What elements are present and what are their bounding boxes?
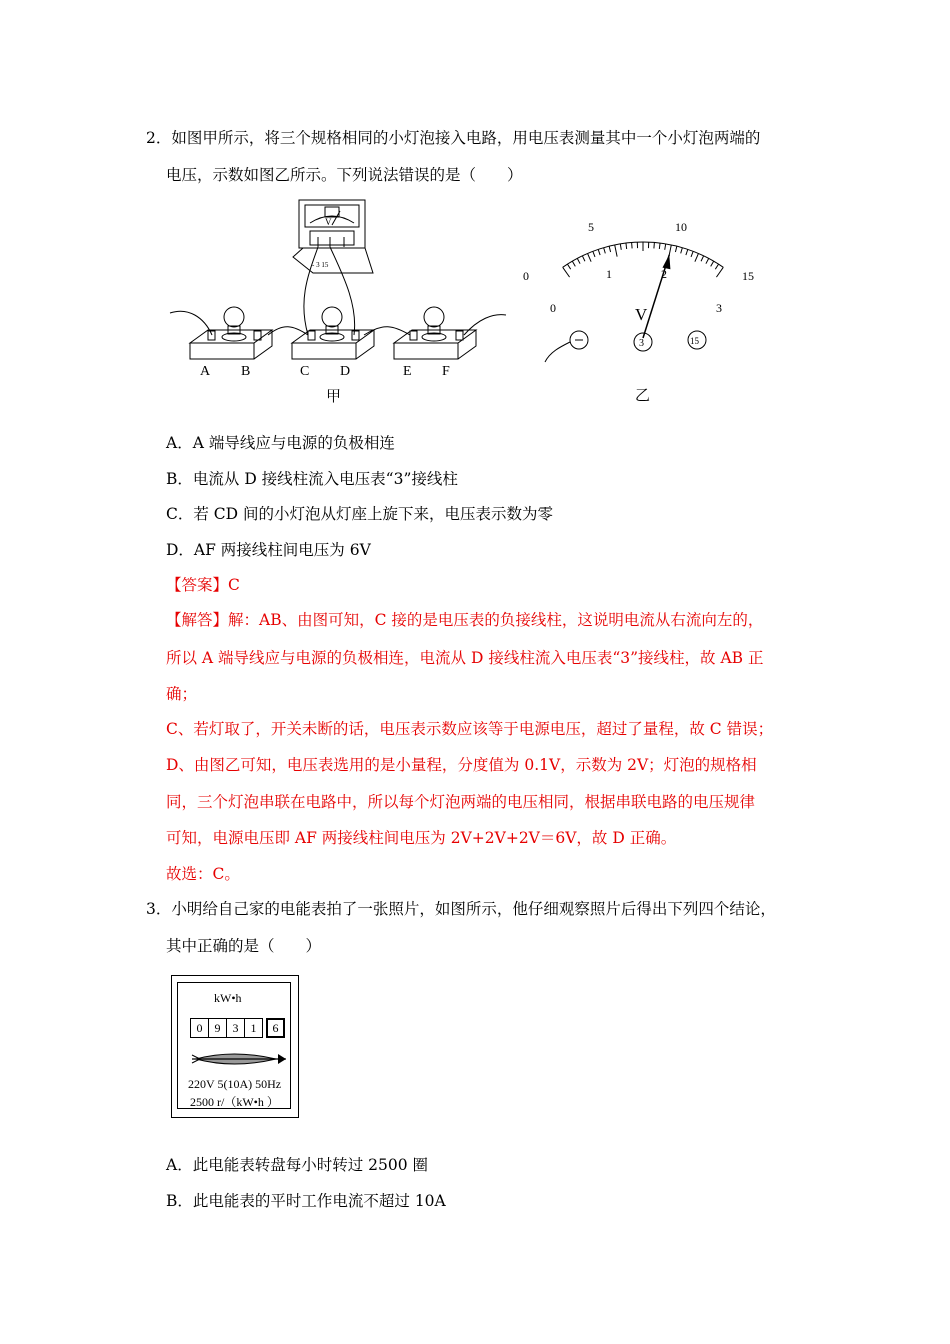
q2-explain-5: D、由图乙可知，电压表选用的是小量程，分度值为 0.1V，示数为 2V；灯泡的规格相 — [166, 756, 757, 774]
label-d: D — [340, 364, 351, 379]
meter-spec-2: 2500 r/（kW•h ） — [190, 1095, 279, 1109]
q2-explain-3: 确； — [166, 685, 198, 703]
dial-tick — [588, 253, 592, 261]
bulb-2 — [320, 307, 344, 341]
dial-tick — [659, 243, 660, 249]
lower-0: 0 — [550, 301, 556, 315]
figure-yi-dial — [515, 212, 765, 407]
meter-digit: 3 — [226, 1018, 245, 1038]
meter-spec-1: 220V 5(10A) 50Hz — [188, 1077, 282, 1091]
dial-tick — [665, 244, 666, 250]
bulb-3 — [422, 307, 446, 341]
dial-tick — [626, 243, 627, 249]
q2-explain-2: 所以 A 端导线应与电源的负极相连，电流从 D 接线柱流入电压表“3”接线柱，故 AB 正 — [166, 649, 764, 667]
meter-digits — [190, 1018, 284, 1038]
lower-1: 1 — [606, 267, 612, 281]
dial-tick — [604, 248, 606, 254]
q2-explain-4: C、若灯取了，开关未断的话，电压表示数应该等于电源电压，超过了量程，故 C 错误； — [166, 720, 774, 738]
q3-stem-line1: 3．小明给自己家的电能表拍了一张照片，如图所示，他仔细观察照片后得出下列四个结论， — [146, 900, 776, 918]
dial-tick — [563, 267, 570, 277]
upper-15: 15 — [742, 269, 754, 283]
upper-5: 5 — [588, 220, 594, 234]
dial-tick — [567, 264, 570, 269]
dial-tick — [691, 251, 693, 257]
bulb-1 — [222, 307, 246, 341]
dial-tick — [598, 249, 600, 255]
terminal-15-label: 15 — [690, 336, 699, 346]
label-b: B — [241, 364, 251, 379]
label-c: C — [300, 364, 310, 379]
meter-digit: 1 — [244, 1018, 263, 1038]
label-f: F — [442, 364, 450, 379]
upper-10: 10 — [675, 220, 687, 234]
q3-option-a: A．此电能表转盘每小时转过 2500 圈 — [166, 1156, 428, 1174]
dial-tick — [620, 244, 621, 250]
q2-stem-line2: 电压，示数如图乙所示。下列说法错误的是（ ） — [166, 166, 523, 184]
dial-unit: V — [635, 305, 648, 324]
q2-answer: 【答案】C — [166, 576, 240, 594]
lower-3: 3 — [716, 301, 722, 315]
dial-tick — [577, 258, 580, 263]
q2-option-b: B．电流从 D 接线柱流入电压表“3”接线柱 — [166, 470, 458, 488]
jia-meter-terms: - 3 15 — [312, 261, 329, 269]
q3-stem-line2: 其中正确的是（ ） — [166, 937, 322, 955]
dial-tick — [593, 251, 595, 257]
dial-tick — [686, 249, 688, 255]
dial-tick — [701, 256, 704, 261]
q2-option-a: A．A 端导线应与电源的负极相连 — [166, 434, 395, 452]
dial-tick — [615, 245, 617, 257]
dial-tick — [675, 246, 676, 252]
dial-tick — [681, 248, 683, 254]
label-e: E — [403, 364, 412, 379]
caption-jia: 甲 — [326, 387, 342, 405]
lower-2: 2 — [661, 267, 667, 281]
figure-jia-circuit — [168, 195, 513, 407]
q2-explain-6: 同，三个灯泡串联在电路中，所以每个灯泡两端的电压相同，根据串联电路的电压规律 — [166, 793, 756, 811]
meter-disc-arrow-icon — [188, 1051, 288, 1067]
dial-tick — [706, 258, 709, 263]
meter-unit: kW•h — [214, 991, 242, 1005]
dial-tick — [715, 264, 718, 269]
q3-option-b: B．此电能表的平时工作电流不超过 10A — [166, 1192, 446, 1210]
q2-stem-line1: 2．如图甲所示，将三个规格相同的小灯泡接入电路，用电压表测量其中一个小灯泡两端的 — [146, 129, 761, 147]
q2-option-d: D．AF 两接线柱间电压为 6V — [166, 541, 371, 559]
terminal-3-label: 3 — [639, 338, 644, 349]
q2-explain-7: 可知，电源电压即 AF 两接线柱间电压为 2V+2V+2V＝6V，故 D 正确。 — [166, 829, 677, 847]
dial-tick — [695, 253, 699, 261]
label-a: A — [200, 364, 211, 379]
q2-explain-8: 故选：C。 — [166, 865, 240, 883]
q2-option-c: C．若 CD 间的小灯泡从灯座上旋下来，电压表示数为零 — [166, 505, 554, 523]
meter-digit: 0 — [190, 1018, 209, 1038]
dial-tick — [609, 246, 610, 252]
dial-tick — [572, 261, 575, 266]
dial-tick — [716, 267, 723, 277]
dial-tick — [582, 256, 585, 261]
meter-digit-decimal: 6 — [266, 1018, 285, 1038]
q2-explain-1: 【解答】解：AB、由图可知，C 接的是电压表的负接线柱，这说明电流从右流向左的， — [166, 611, 764, 629]
jia-meter-v: V — [325, 217, 332, 227]
electric-meter-figure — [171, 975, 299, 1118]
caption-yi: 乙 — [635, 386, 651, 404]
upper-0: 0 — [523, 269, 529, 283]
meter-digit: 9 — [208, 1018, 227, 1038]
dial-tick — [711, 261, 714, 266]
